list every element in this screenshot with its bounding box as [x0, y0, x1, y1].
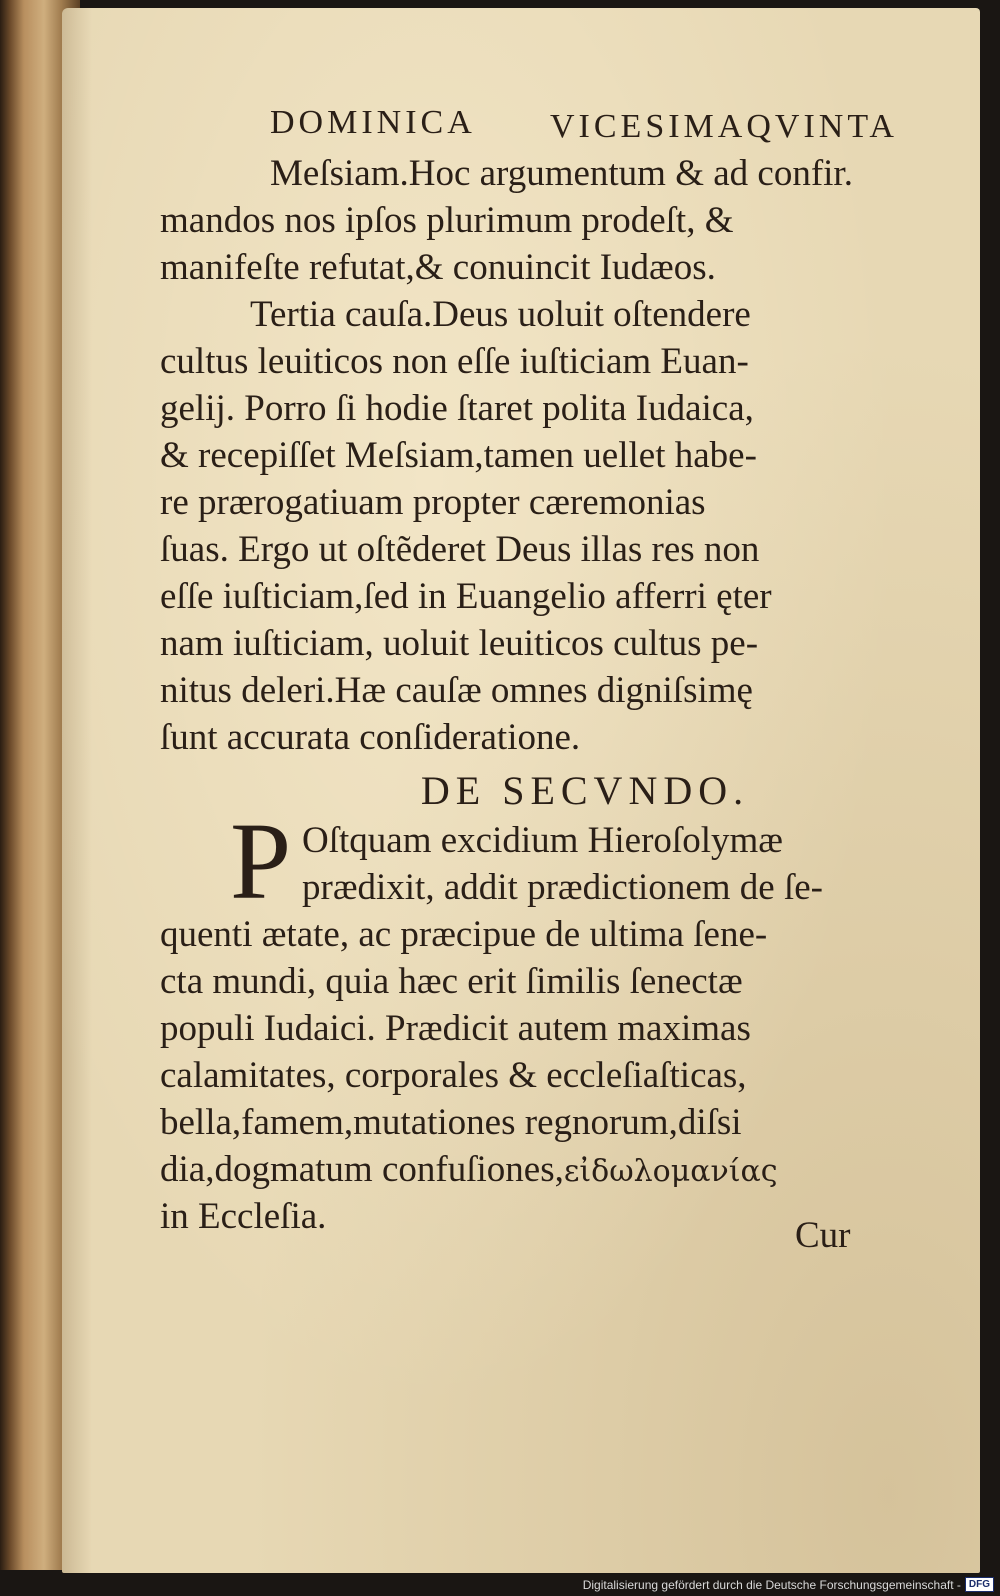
text-line: eſſe iuſticiam,ſed in Euangelio afferri ęter: [160, 576, 772, 617]
text-line: populi Iudaici. Prædicit autem maximas: [160, 1008, 751, 1049]
text-line: cultus leuiticos non eſſe iuſticiam Euan-: [160, 341, 749, 382]
text-line-latin: dia,dogmatum confuſiones,: [160, 1149, 564, 1190]
text-line: nitus deleri.Hæ cauſæ omnes digniſsimę: [160, 670, 753, 711]
text-line: [160, 1146, 930, 1193]
text-line: bella,famem,mutationes regnorum,diſsi: [160, 1102, 742, 1143]
text-line: in Eccleſia.: [160, 1196, 327, 1237]
text-line: mandos nos ipſos plurimum prodeſt, &: [160, 200, 734, 241]
text-line: Tertia cauſa.Deus uoluit oſtendere: [250, 294, 751, 335]
section-heading: DE SECVNDO.: [420, 768, 750, 813]
text-line: manifeſte refutat,& conuincit Iudæos.: [160, 247, 716, 288]
text-line: quenti ætate, ac præcipue de ultima ſene-: [160, 914, 768, 955]
paragraph-2: [160, 800, 930, 1240]
text-line: ſunt accurata conſideratione.: [160, 717, 581, 758]
running-head: [160, 100, 930, 150]
text-line: Oſtquam excidium Hieroſolymæ: [302, 820, 783, 861]
paragraph-1: [160, 150, 930, 761]
footer-credit-text: Digitalisierung gefördert durch die Deutsche Forschungsgemeinschaft -: [582, 1577, 961, 1592]
text-line: ſuas. Ergo ut oſtẽderet Deus illas res non: [160, 529, 760, 570]
text-line: & recepiſſet Meſsiam,tamen uellet habe-: [160, 435, 757, 476]
drop-cap: P: [230, 800, 292, 922]
text-line: nam iuſticiam, uoluit leuiticos cultus pe-: [160, 623, 759, 664]
catchword: Cur: [795, 1215, 851, 1256]
digitization-footer: [583, 1577, 994, 1592]
running-head-left: DOMINICA: [270, 104, 476, 141]
running-head-right: VICESIMAQVINTA: [550, 108, 898, 145]
text-line: Meſsiam.Hoc argumentum & ad confir.: [270, 153, 853, 194]
text-line: calamitates, corporales & eccleſiaſticas,: [160, 1055, 747, 1096]
text-line: gelij. Porro ſi hodie ſtaret polita Iudaica,: [160, 388, 754, 429]
page-text-block: [160, 100, 930, 1240]
dfg-logo-icon: DFG: [965, 1577, 994, 1592]
text-line: prædixit, addit prædictionem de ſe-: [302, 867, 823, 908]
text-line: re prærogatiuam propter cæremonias: [160, 482, 706, 523]
greek-word: εἰδωλομανίας: [563, 1154, 778, 1189]
text-line: cta mundi, quia hæc erit ſimilis ſenectæ: [160, 961, 743, 1002]
